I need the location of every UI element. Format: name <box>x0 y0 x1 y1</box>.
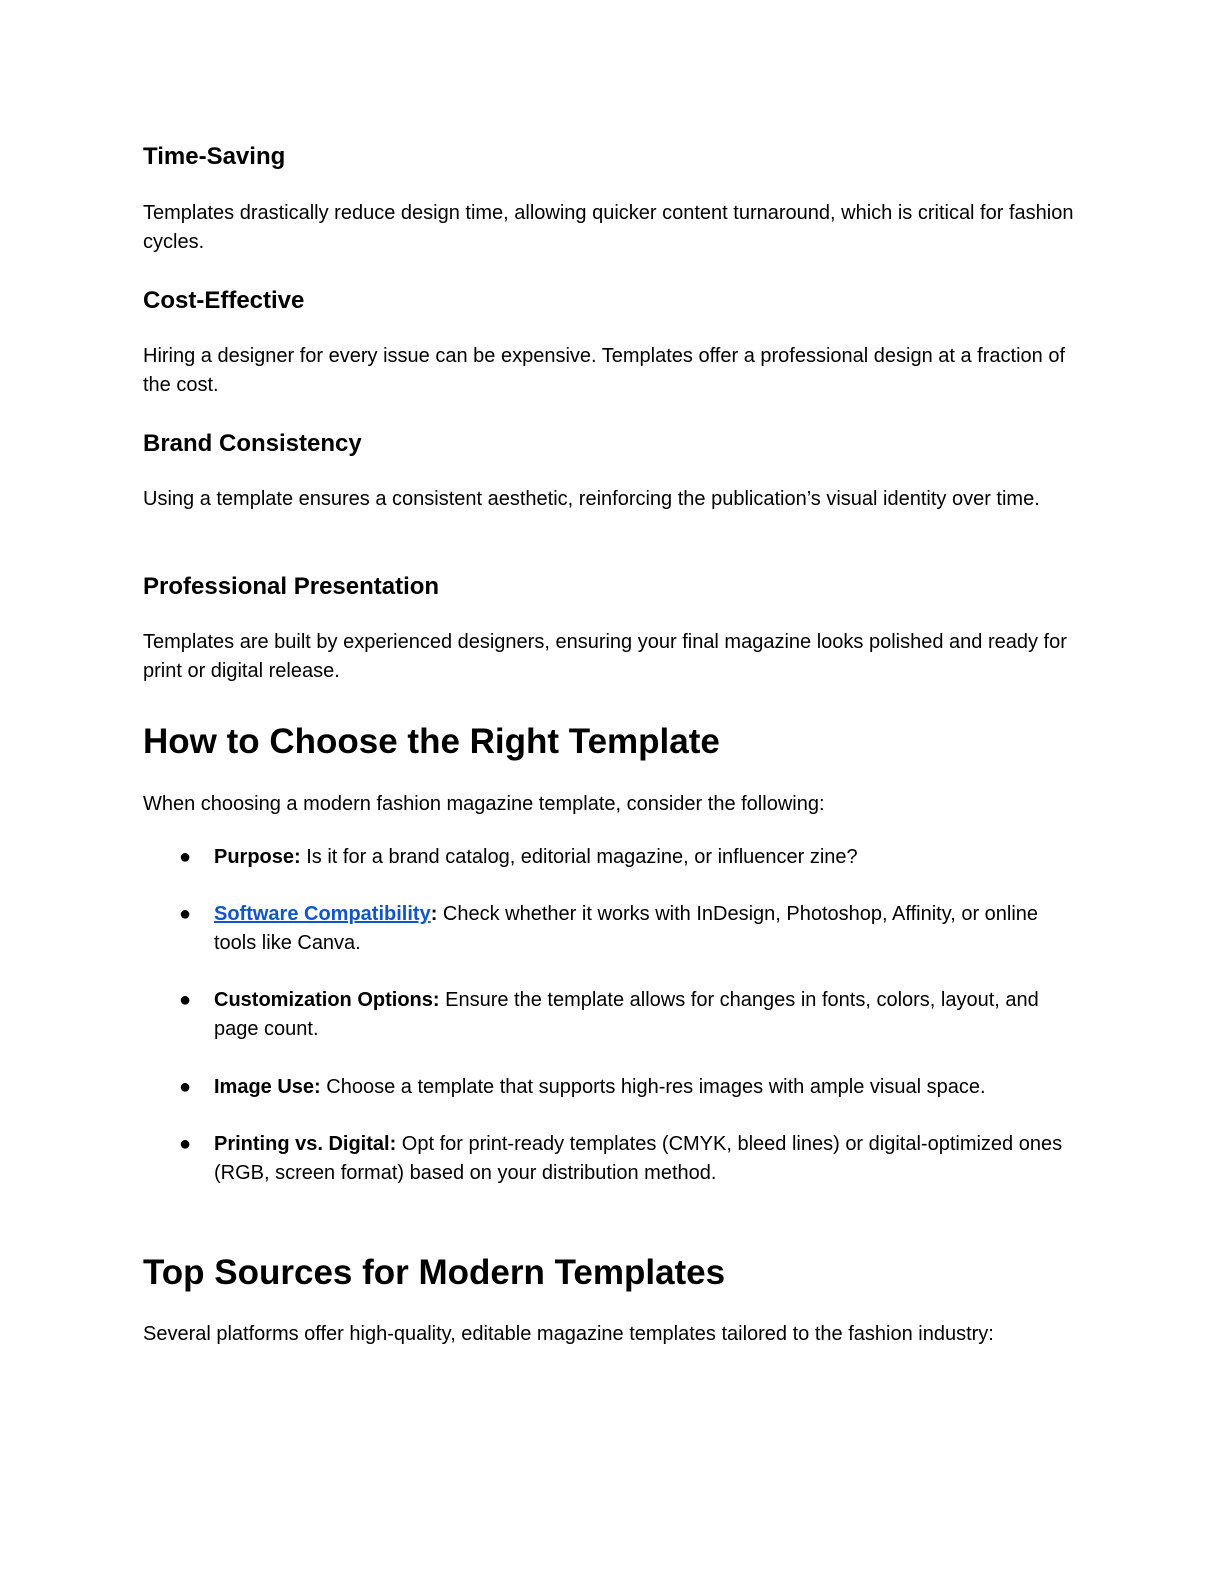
sources-intro: Several platforms offer high-quality, editable magazine templates tailored to the fashion industry: <box>143 1323 994 1345</box>
list-item-text <box>214 1130 1084 1188</box>
list-item-term: Printing vs. Digital: <box>214 1133 397 1155</box>
bullet-icon: ● <box>179 1076 192 1098</box>
list-item-description: Choose a template that supports high-res images with ample visual space. <box>320 1076 986 1098</box>
section-body-brand-consistency: Using a template ensures a consistent aesthetic, reinforcing the publication’s visual identity over time. <box>143 488 1040 510</box>
list-item-text <box>214 843 1084 872</box>
list-item-description: Check whether it works with InDesign, Photoshop, Affinity, or online tools like Canva. <box>214 903 1039 954</box>
list-item-text <box>214 1073 1084 1102</box>
bullet-icon: ● <box>179 903 192 925</box>
list-item-description: Opt for print-ready templates (CMYK, bleed lines) or digital-optimized ones (RGB, screen format) based on your distribution method. <box>214 1133 1063 1184</box>
section-body-cost-effective: Hiring a designer for every issue can be expensive. Templates offer a professional design at a fraction of the cost. <box>143 345 1066 396</box>
bullet-icon: ● <box>179 989 192 1011</box>
choose-intro: When choosing a modern fashion magazine template, consider the following: <box>143 793 825 815</box>
list-item-description: Ensure the template allows for changes in fonts, colors, layout, and page count. <box>214 989 1039 1040</box>
software-compatibility-link[interactable]: Software Compatibility <box>214 903 431 925</box>
list-item-description: Is it for a brand catalog, editorial magazine, or influencer zine? <box>300 846 858 868</box>
section-heading-professional-presentation: Professional Presentation <box>143 573 440 600</box>
section-heading-brand-consistency: Brand Consistency <box>143 430 362 457</box>
section-heading-cost-effective: Cost-Effective <box>143 287 305 314</box>
heading-top-sources: Top Sources for Modern Templates <box>143 1253 726 1292</box>
list-item-text <box>214 900 1084 958</box>
section-body-professional-presentation: Templates are built by experienced designers, ensuring your final magazine looks polished and ready for print or digital release. <box>143 631 1067 682</box>
bullet-icon: ● <box>179 846 192 868</box>
list-item-term-suffix: : <box>430 903 438 925</box>
list-item-term: Purpose: <box>214 846 301 868</box>
heading-how-to-choose: How to Choose the Right Template <box>143 722 720 761</box>
list-item-term: Image Use: <box>214 1076 321 1098</box>
list-item-text <box>214 986 1084 1044</box>
list-item-term: Customization Options: <box>214 989 440 1011</box>
bullet-icon: ● <box>179 1133 192 1155</box>
section-body-time-saving: Templates drastically reduce design time, allowing quicker content turnaround, which is critical for fashion cycles. <box>143 202 1074 253</box>
section-heading-time-saving: Time-Saving <box>143 143 286 170</box>
